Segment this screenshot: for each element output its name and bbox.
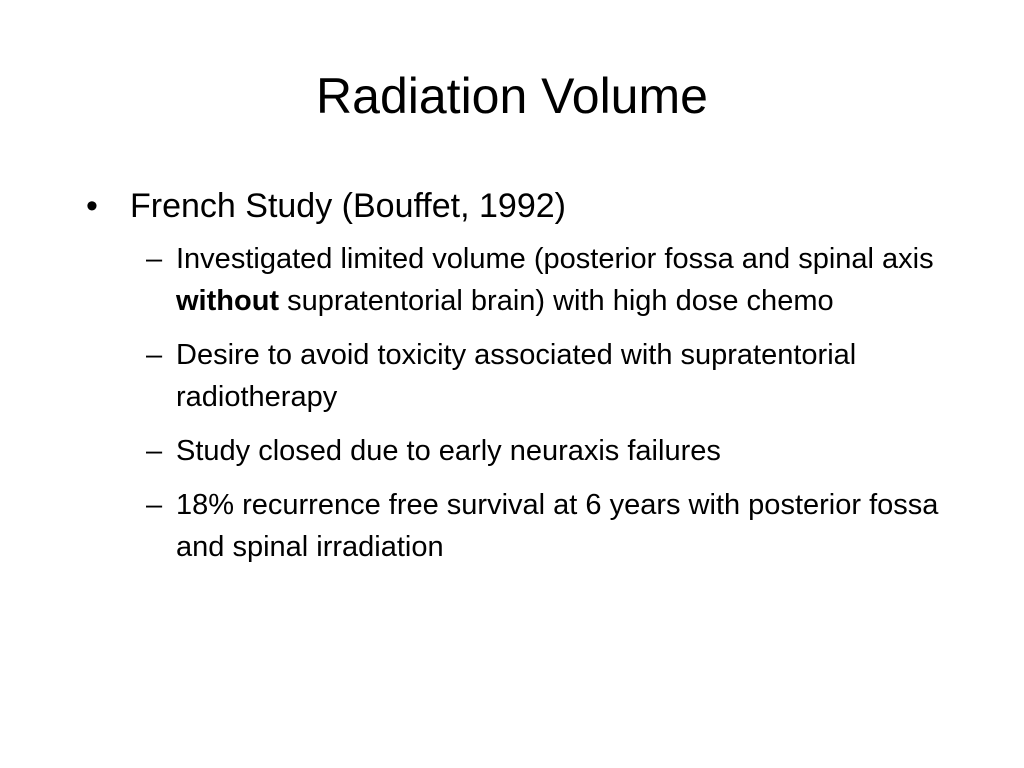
dash-marker: – <box>146 489 163 521</box>
bullet-french-study <box>86 184 966 228</box>
sub-bullet-emphasis: without <box>176 285 280 317</box>
sub-bullet-text: Study closed due to early neuraxis failures <box>176 435 721 467</box>
sub-bullet-survival <box>146 484 966 568</box>
sub-bullet-investigated <box>146 238 966 322</box>
sub-bullet-toxicity <box>146 334 966 418</box>
sub-bullet-text-pre: Investigated limited volume (posterior fossa and spinal axis <box>176 243 934 275</box>
slide-title: Radiation Volume <box>316 68 708 124</box>
sub-bullet-text: Desire to avoid toxicity associated with supratentorial radiotherapy <box>176 339 857 413</box>
sub-bullet-study-closed <box>146 430 966 472</box>
sub-bullet-text-post: supratentorial brain) with high dose chemo <box>279 285 834 317</box>
sub-bullet-list <box>86 238 966 568</box>
dash-marker: – <box>146 339 163 371</box>
bullet-text: French Study (Bouffet, 1992) <box>130 187 566 225</box>
dash-marker: – <box>146 435 163 467</box>
bullet-marker: • <box>86 187 98 225</box>
dash-marker: – <box>146 243 163 275</box>
slide-content <box>86 184 966 580</box>
sub-bullet-text: 18% recurrence free survival at 6 years with posterior fossa and spinal irradiation <box>176 489 939 563</box>
